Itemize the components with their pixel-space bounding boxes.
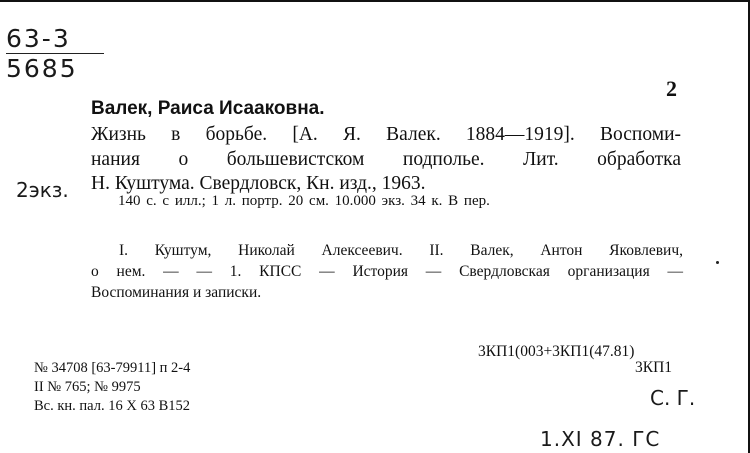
handwritten-call-number-bottom: 5685 <box>6 54 78 83</box>
order-info <box>34 359 190 416</box>
description-line: Н. Куштума. Свердловск, Кн. изд., 1963. <box>91 173 426 194</box>
classification-index: 3КП1(003+3КП1(47.81) <box>478 343 635 360</box>
tracings <box>91 240 683 303</box>
card-number: 2 <box>666 76 677 101</box>
handwritten-call-number-top: 63-3 <box>6 24 71 53</box>
description-line: Жизнь в борьбе. [А. Я. Валек. 1884—1919]. Воспоми- <box>91 124 681 145</box>
handwritten-copies-note: 2экз. <box>16 178 69 202</box>
order-info-line: II № 765; № 9975 <box>34 379 141 395</box>
title-description <box>91 123 681 197</box>
order-info-line: № 34708 [63-79911] п 2-4 <box>34 360 191 376</box>
classification-shelf-mark: 3КП1 <box>635 359 673 376</box>
tracing-line: о нем. — — 1. КПСС — История — Свердловская организация — <box>91 263 683 280</box>
tracing-line: I. Куштум, Николай Алексеевич. II. Валек, Антон Яковлевич, <box>119 242 683 259</box>
handwritten-initials: С. Г. <box>650 386 696 410</box>
tracing-line: Воспоминания и записки. <box>91 284 262 301</box>
author-heading: Валек, Раиса Исааковна. <box>91 98 325 119</box>
description-line: нания о большевистском подполье. Лит. обработка <box>91 148 681 170</box>
order-info-line: Вс. кн. пал. 16 X 63 В152 <box>34 398 190 414</box>
physical-description: 140 с. с илл.; 1 л. портр. 20 см. 10.000 экз. 34 к. В пер. <box>118 193 490 209</box>
ink-dot <box>716 261 719 264</box>
handwritten-date-note: 1.XI 87. ГС <box>540 427 661 451</box>
